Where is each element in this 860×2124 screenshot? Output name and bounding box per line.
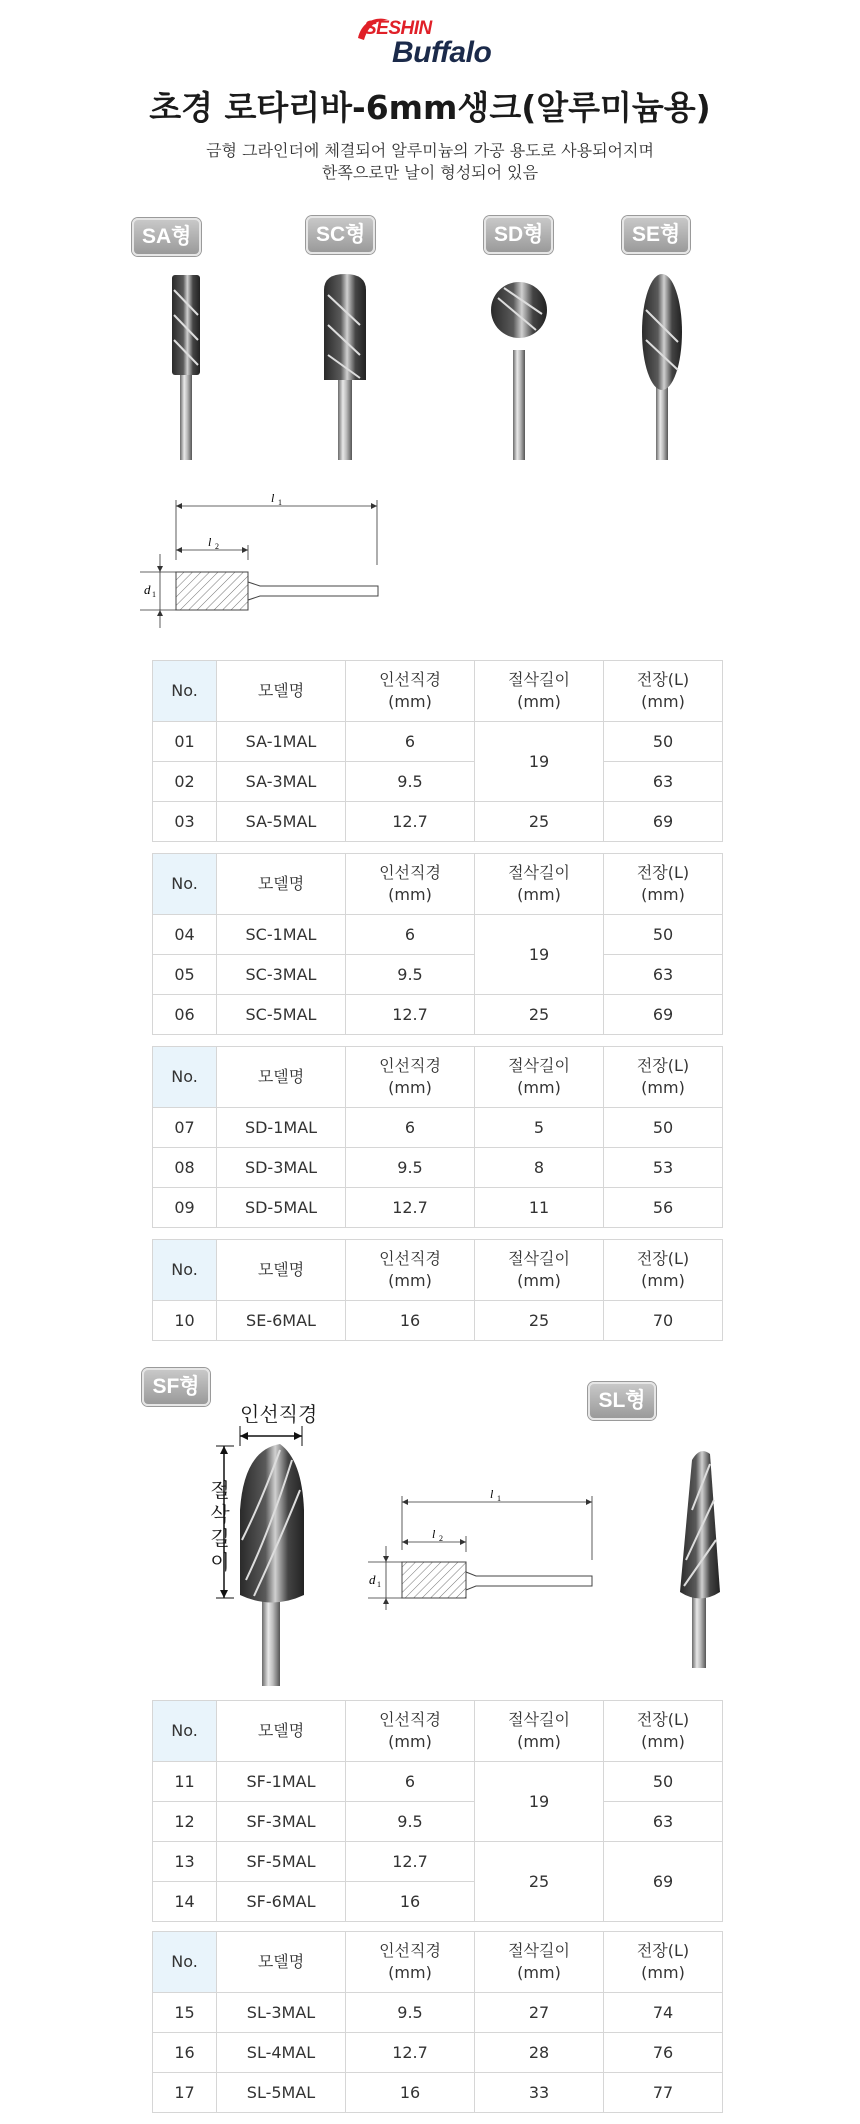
table-row [153,1842,723,1882]
sf-label-l1: l [490,1487,494,1501]
cell-model: SF-3MAL [217,1802,346,1842]
cell-diameter: 9.5 [346,955,475,995]
spec-table-se [152,1239,723,1341]
cell-total-length: 50 [604,1762,723,1802]
header-no: No. [153,1240,217,1301]
cell-model: SA-1MAL [217,722,346,762]
header-total-length: 전장(L) (mm) [604,1932,723,1993]
header-cut-length: 절삭길이 (mm) [475,1701,604,1762]
cell-total-length: 74 [604,1993,723,2033]
cell-diameter: 16 [346,2073,475,2113]
cell-model: SD-5MAL [217,1188,346,1228]
header-model: 모델명 [217,854,346,915]
cell-no: 07 [153,1108,217,1148]
badge-sl: SL형 [588,1382,656,1420]
sf-diameter-label: 인선직경 [240,1402,318,1426]
page-title: 초경 로타리바-6mm생크(알루미늄용) [149,88,711,127]
cell-no: 08 [153,1148,217,1188]
cell-no: 05 [153,955,217,995]
spec-table-sd [152,1046,723,1228]
table-row [153,802,723,842]
table-row [153,1802,723,1842]
cell-no: 13 [153,1842,217,1882]
sa-burr-image [160,270,220,470]
cell-diameter: 12.7 [346,995,475,1035]
brand-logo [344,14,524,72]
header-model: 모델명 [217,1701,346,1762]
table-row [153,1762,723,1802]
cell-diameter: 6 [346,1108,475,1148]
cell-model: SA-3MAL [217,762,346,802]
label-d: d [144,582,151,597]
sl-burr-image [670,1440,730,1670]
cell-cut-length: 25 [475,995,604,1035]
spec-table-sc [152,853,723,1035]
header-total-length: 전장(L) (mm) [604,1701,723,1762]
cell-cut-length: 25 [475,1842,604,1922]
cell-diameter: 6 [346,915,475,955]
badge-sc: SC형 [306,216,375,254]
header-cut-length: 절삭길이 (mm) [475,661,604,722]
cell-total-length: 76 [604,2033,723,2073]
cell-cut-length: 19 [475,1762,604,1842]
table-header-row [153,1932,723,1993]
sf-label-l1-sub: 1 [497,1494,501,1503]
cell-total-length: 77 [604,2073,723,2113]
dimension-diagram [130,490,420,640]
header-diameter: 인선직경 (mm) [346,661,475,722]
sd-burr-image [484,270,554,470]
cell-model: SL-3MAL [217,1993,346,2033]
spec-table-sl [152,1931,723,2113]
header-model: 모델명 [217,1932,346,1993]
cell-total-length: 69 [604,802,723,842]
cell-diameter: 12.7 [346,2033,475,2073]
cell-no: 09 [153,1188,217,1228]
brand-buffalo: Buffalo [392,36,492,69]
cell-total-length: 53 [604,1148,723,1188]
table-row [153,762,723,802]
badge-sd: SD형 [484,216,553,254]
cell-model: SC-5MAL [217,995,346,1035]
cell-model: SD-1MAL [217,1108,346,1148]
cell-diameter: 6 [346,722,475,762]
cell-diameter: 9.5 [346,1148,475,1188]
se-burr-image [632,270,692,470]
cell-total-length: 70 [604,1301,723,1341]
cell-total-length: 50 [604,1108,723,1148]
sf-cut-length-label: 절 삭 길 이 [210,1478,230,1574]
cell-diameter: 6 [346,1762,475,1802]
cell-diameter: 9.5 [346,1993,475,2033]
cell-model: SD-3MAL [217,1148,346,1188]
header-diameter: 인선직경 (mm) [346,1932,475,1993]
cell-diameter: 16 [346,1882,475,1922]
sf-label-l2: l [432,1527,436,1541]
cell-no: 16 [153,2033,217,2073]
table-header-row [153,1240,723,1301]
table-header-row [153,1047,723,1108]
header-no: No. [153,1932,217,1993]
cell-model: SE-6MAL [217,1301,346,1341]
table-header-row [153,1701,723,1762]
table-row [153,915,723,955]
sc-burr-image [310,270,380,470]
cell-no: 01 [153,722,217,762]
cell-model: SC-3MAL [217,955,346,995]
cell-model: SF-1MAL [217,1762,346,1802]
cell-diameter: 16 [346,1301,475,1341]
cell-cut-length: 28 [475,2033,604,2073]
table-row [153,995,723,1035]
cell-cut-length: 19 [475,722,604,802]
cell-total-length: 50 [604,722,723,762]
label-l1: l [271,491,275,505]
cell-diameter: 9.5 [346,1802,475,1842]
cell-model: SF-6MAL [217,1882,346,1922]
header-no: No. [153,854,217,915]
cell-model: SL-4MAL [217,2033,346,2073]
label-l1-sub: 1 [278,498,282,507]
cell-diameter: 12.7 [346,802,475,842]
sf-burr-image [210,1420,330,1690]
sf-dimension-diagram [360,1487,600,1610]
cell-cut-length: 8 [475,1148,604,1188]
cell-no: 14 [153,1882,217,1922]
table-row [153,1188,723,1228]
cell-cut-length: 5 [475,1108,604,1148]
header-no: No. [153,1047,217,1108]
cell-no: 10 [153,1301,217,1341]
header-no: No. [153,1701,217,1762]
spec-table-sa [152,660,723,842]
header-diameter: 인선직경 (mm) [346,1701,475,1762]
header-model: 모델명 [217,661,346,722]
cell-total-length: 69 [604,995,723,1035]
sf-label-l2-sub: 2 [439,1534,443,1543]
cell-model: SF-5MAL [217,1842,346,1882]
cell-diameter: 12.7 [346,1188,475,1228]
cell-model: SA-5MAL [217,802,346,842]
header-cut-length: 절삭길이 (mm) [475,1240,604,1301]
table-row [153,1301,723,1341]
sf-label-d: d [369,1572,376,1587]
cell-model: SC-1MAL [217,915,346,955]
label-l2-sub: 2 [215,542,219,551]
cell-cut-length: 33 [475,2073,604,2113]
badge-sa: SA형 [132,218,201,256]
cell-model: SL-5MAL [217,2073,346,2113]
description-line-2: 한쪽으로만 날이 형성되어 있음 [321,163,539,182]
cell-no: 11 [153,1762,217,1802]
cell-cut-length: 27 [475,1993,604,2033]
header-total-length: 전장(L) (mm) [604,1047,723,1108]
label-d-sub: 1 [152,590,156,599]
header-no: No. [153,661,217,722]
header-cut-length: 절삭길이 (mm) [475,1047,604,1108]
table-header-row [153,854,723,915]
cell-cut-length: 11 [475,1188,604,1228]
cell-total-length: 69 [604,1842,723,1922]
table-header-row [153,661,723,722]
table-row [153,1993,723,2033]
cell-total-length: 50 [604,915,723,955]
cell-cut-length: 25 [475,802,604,842]
header-diameter: 인선직경 (mm) [346,854,475,915]
cell-total-length: 63 [604,762,723,802]
table-row [153,2033,723,2073]
cell-no: 03 [153,802,217,842]
header-cut-length: 절삭길이 (mm) [475,1932,604,1993]
header-total-length: 전장(L) (mm) [604,661,723,722]
table-row [153,1148,723,1188]
table-row [153,955,723,995]
sf-label-d-sub: 1 [377,1580,381,1589]
table-row [153,2073,723,2113]
header-diameter: 인선직경 (mm) [346,1047,475,1108]
cell-no: 02 [153,762,217,802]
table-row [153,1108,723,1148]
spec-table-sf [152,1700,723,1922]
description-line-1: 금형 그라인더에 체결되어 알루미늄의 가공 용도로 사용되어지며 [206,141,654,160]
cell-no: 15 [153,1993,217,2033]
cell-cut-length: 19 [475,915,604,995]
cell-no: 04 [153,915,217,955]
cell-diameter: 12.7 [346,1842,475,1882]
cell-no: 06 [153,995,217,1035]
header-total-length: 전장(L) (mm) [604,854,723,915]
badge-sf: SF형 [142,1368,210,1406]
cell-total-length: 56 [604,1188,723,1228]
header-diameter: 인선직경 (mm) [346,1240,475,1301]
header-model: 모델명 [217,1047,346,1108]
cell-cut-length: 25 [475,1301,604,1341]
cell-total-length: 63 [604,1802,723,1842]
cell-total-length: 63 [604,955,723,995]
cell-diameter: 9.5 [346,762,475,802]
brand-seshin: SESHIN [364,18,432,39]
label-l2: l [208,535,212,549]
header-total-length: 전장(L) (mm) [604,1240,723,1301]
header-cut-length: 절삭길이 (mm) [475,854,604,915]
header-model: 모델명 [217,1240,346,1301]
table-row [153,722,723,762]
cell-no: 12 [153,1802,217,1842]
cell-no: 17 [153,2073,217,2113]
badge-se: SE형 [622,216,690,254]
